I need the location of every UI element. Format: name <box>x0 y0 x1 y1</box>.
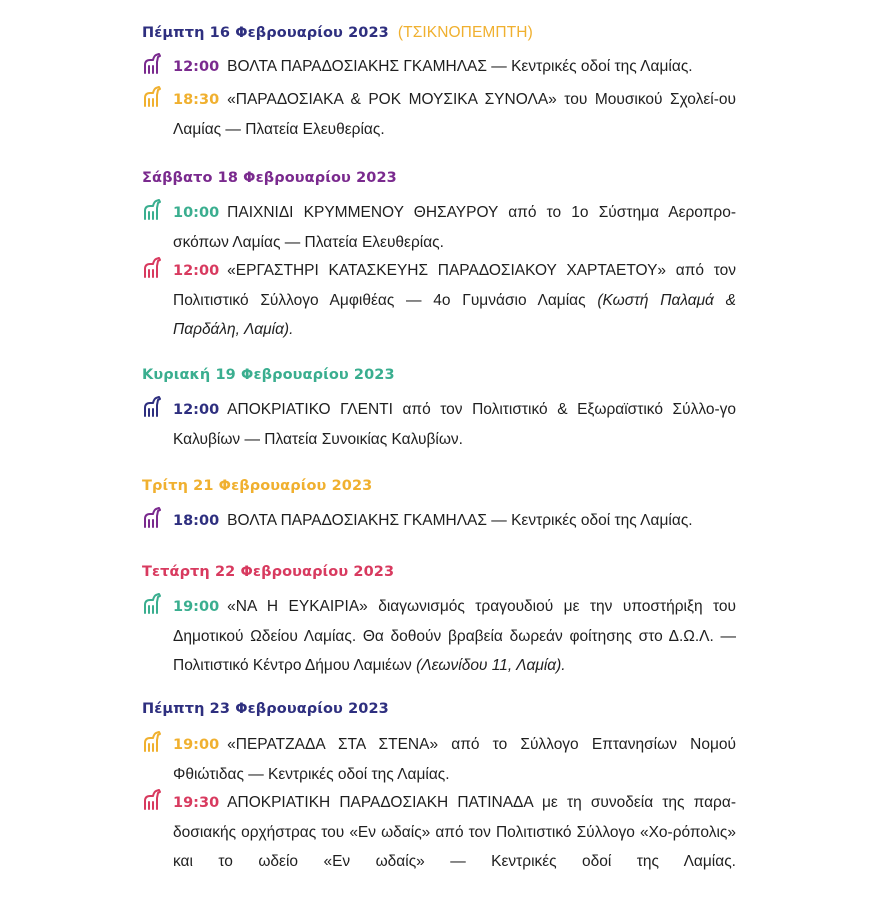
event-description: «ΠΕΡΑΤΖΑΔΑ ΣΤΑ ΣΤΕΝΑ» από το Σύλλογο Επτανησίων Νομού Φθιώτιδας — Κεντρικές οδοί της Λαμίας. <box>173 736 736 783</box>
day-heading <box>142 701 389 717</box>
event-time: 18:30 <box>173 92 220 108</box>
event-text <box>173 395 736 454</box>
event-time: 10:00 <box>173 205 220 221</box>
day-title: Τρίτη 21 Φεβρουαρίου 2023 <box>142 478 373 494</box>
event-description: ΑΠΟΚΡΙΑΤΙΚΟ ΓΛΕΝΤΙ από τον Πολιτιστικό & Εξωραϊστικό Σύλλο-γο Καλυβίων — Πλατεία Συνοικίας Καλυβίων. <box>173 401 736 448</box>
camel-icon <box>142 255 162 279</box>
event-text <box>173 506 736 536</box>
camel-icon <box>142 729 162 753</box>
event-item <box>142 592 736 680</box>
day-heading <box>142 478 372 494</box>
camel-icon <box>142 197 162 221</box>
event-text <box>173 788 736 876</box>
event-description: «ΕΡΓΑΣΤΗΡΙ ΚΑΤΑΣΚΕΥΗΣ ΠΑΡΑΔΟΣΙΑΚΟΥ ΧΑΡΤΑΕΤΟΥ» από τον Πολιτιστικό Σύλλογο Αμφιθέας — 4ο Γυμνάσιο Λαμίας <box>173 262 736 309</box>
day-heading <box>142 24 533 42</box>
event-description: «ΠΑΡΑΔΟΣΙΑΚΑ & ΡΟΚ ΜΟΥΣΙΚΑ ΣΥΝΟΛΑ» του Μουσικού Σχολεί-ου Λαμίας — Πλατεία Ελευθερίας. <box>173 91 736 138</box>
camel-icon <box>142 84 162 108</box>
camel-icon <box>142 591 162 615</box>
event-time: 18:00 <box>173 513 220 529</box>
event-description: ΠΑΙΧΝΙΔΙ ΚΡΥΜΜΕΝΟΥ ΘΗΣΑΥΡΟΥ από το 1ο Σύστημα Αεροπρο-σκόπων Λαμίας — Πλατεία Ελευθερίας. <box>173 204 736 251</box>
event-location: (Κωστή Παλαμά & Παρδάλη, Λαμία). <box>173 292 736 338</box>
camel-icon <box>142 505 162 529</box>
event-item <box>142 52 736 82</box>
event-text <box>173 198 736 257</box>
day-title: Σάββατο 18 Φεβρουαρίου 2023 <box>142 170 397 186</box>
event-item <box>142 198 736 257</box>
day-title: Τετάρτη 22 Φεβρουαρίου 2023 <box>142 564 395 580</box>
camel-icon <box>142 51 162 75</box>
event-item <box>142 395 736 454</box>
event-text <box>173 85 736 144</box>
day-note: (ΤΣΙΚΝΟΠΕΜΠΤΗ) <box>397 24 533 41</box>
camel-icon <box>142 787 162 811</box>
event-time: 19:00 <box>173 737 220 753</box>
day-title: Πέμπτη 23 Φεβρουαρίου 2023 <box>142 701 389 717</box>
event-item <box>142 256 736 344</box>
day-heading <box>142 367 395 383</box>
event-item <box>142 85 736 144</box>
event-time: 19:00 <box>173 599 220 615</box>
event-description: ΒΟΛΤΑ ΠΑΡΑΔΟΣΙΑΚΗΣ ΓΚΑΜΗΛΑΣ — Κεντρικές οδοί της Λαμίας. <box>227 58 693 75</box>
event-time: 12:00 <box>173 59 220 75</box>
event-location: (Λεωνίδου 11, Λαμία). <box>416 657 566 674</box>
event-time: 12:00 <box>173 402 220 418</box>
event-description: ΑΠΟΚΡΙΑΤΙΚΗ ΠΑΡΑΔΟΣΙΑΚΗ ΠΑΤΙΝΑΔΑ με τη συνοδεία της παρα-δοσιακής ορχήστρας του «Εν ωδαίς» από τον Πολιτιστικό Σύλλογο «Χο-ρόπολις» και το ωδείο «Εν ωδαίς» — Κεντρικές οδοί της Λαμίας. <box>173 794 736 870</box>
day-title: Κυριακή 19 Φεβρουαρίου 2023 <box>142 367 395 383</box>
day-heading <box>142 564 394 580</box>
event-item <box>142 788 736 876</box>
event-text <box>173 730 736 789</box>
event-text <box>173 256 736 344</box>
event-text <box>173 52 736 82</box>
event-item <box>142 730 736 789</box>
camel-icon <box>142 394 162 418</box>
day-heading <box>142 170 397 186</box>
event-description: ΒΟΛΤΑ ΠΑΡΑΔΟΣΙΑΚΗΣ ΓΚΑΜΗΛΑΣ — Κεντρικές οδοί της Λαμίας. <box>227 512 693 529</box>
event-time: 12:00 <box>173 263 220 279</box>
event-text <box>173 592 736 680</box>
event-time: 19:30 <box>173 795 220 811</box>
day-title: Πέμπτη 16 Φεβρουαρίου 2023 <box>142 25 389 41</box>
event-description: «ΝΑ Η ΕΥΚΑΙΡΙΑ» διαγωνισμός τραγουδιού με την υποστήριξη του Δημοτικού Ωδείου Λαμίας. Θα δοθούν βραβεία δωρεάν φοίτησης στο Δ.Ω.Λ. — Πολιτιστικό Κέντρο Δήμου Λαμιέων <box>173 598 736 674</box>
event-item <box>142 506 736 536</box>
